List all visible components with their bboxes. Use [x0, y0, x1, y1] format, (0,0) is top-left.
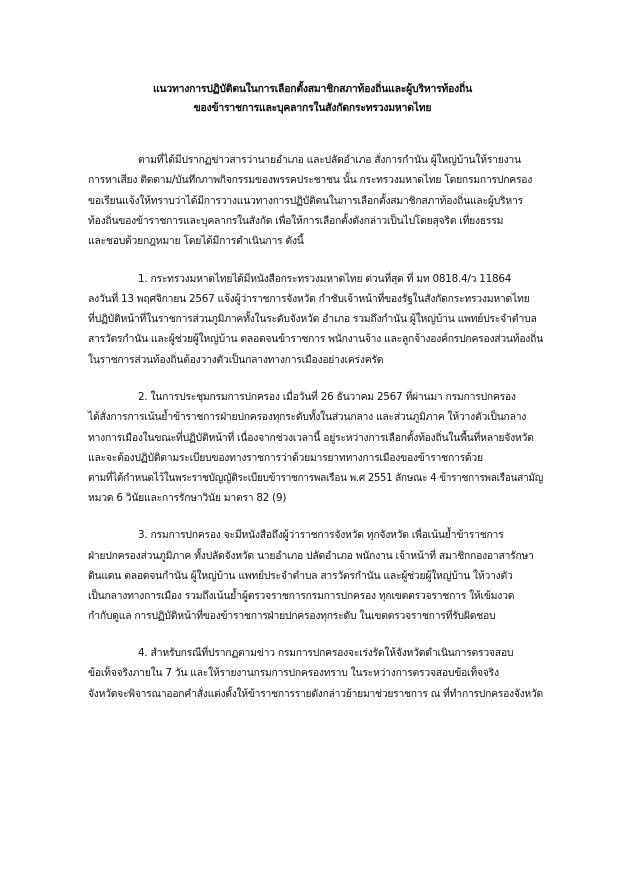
- paragraph-line: ท้องถิ่นของข้าราชการและบุคลากรในสังกัด เพื่อให้การเลือกตั้งดังกล่าวเป็นไปโดยสุจริต เที่ยงธรรม: [88, 215, 504, 227]
- paragraph-line: ในราชการส่วนท้องถิ่นต้องวางตัวเป็นกลางทางการเมืองอย่างเคร่งครัด: [88, 354, 384, 366]
- paragraph-line: และชอบด้วยกฎหมาย โดยได้มีการดำเนินการ ดังนี้: [88, 235, 304, 247]
- document-title-line-2: ของข้าราชการและบุคลากรในสังกัดกระทรวงมหาดไทย: [193, 102, 432, 114]
- paragraph-line: ทางการเมืองในขณะที่ปฏิบัติหน้าที่ เนื่องจากช่วงเวลานี้ อยู่ระหว่างการเลือกตั้งท้องถิ่นในพื้นที่หลายจังหวัด: [88, 432, 534, 444]
- paragraph-line: จังหวัดจะพิจารณาออกคำสั่งแต่งตั้งให้ข้าราชการรายดังกล่าวย้ายมาช่วยราชการ ณ ที่ทำการปกครองจังหวัด: [88, 688, 544, 700]
- paragraph-line: หมวด 6 วินัยและการรักษาวินัย มาตรา 82 (9): [88, 492, 287, 504]
- paragraph-line: และจะต้องปฏิบัติตามระเบียบของทางราชการว่าด้วยมารยาททางการเมืองของข้าราชการด้วย: [88, 452, 483, 464]
- paragraph-line: สารวัตรกำนัน และผู้ช่วยผู้ใหญ่บ้าน ตลอดจนข้าราชการ พนักงานจ้าง และลูกจ้างองค์กรปกครองส่วนท้องถิ่น: [88, 333, 543, 345]
- paragraph-line: ขอเรียนแจ้งให้ทราบว่าได้มีการวางแนวทางการปฏิบัติตนในการเลือกตั้งสมาชิกสภาท้องถิ่นและผู้บริหาร: [88, 195, 523, 207]
- paragraph-line: 1. กระทรวงมหาดไทยได้มีหนังสือกระทรวงมหาดไทย ด่วนที่สุด ที่ มท 0818.4/ว 11864: [138, 273, 512, 285]
- document-title-line-1: แนวทางการปฏิบัติตนในการเลือกตั้งสมาชิกสภาท้องถิ่นและผู้บริหารท้องถิ่น: [152, 83, 473, 95]
- paragraph-line: ที่ปฏิบัติหน้าที่ในราชการส่วนภูมิภาคทั้งในระดับจังหวัด อำเภอ รวมถึงกำนัน ผู้ใหญ่บ้าน แพทย์ประจำตำบล: [88, 313, 537, 325]
- paragraph-line: ฝ่ายปกครองส่วนภูมิภาค ทั้งปลัดจังหวัด นายอำเภอ ปลัดอำเภอ พนักงาน เจ้าหน้าที่ สมาชิกกองอาสารักษา: [88, 550, 534, 562]
- paragraph-line: ข้อเท็จจริงภายใน 7 วัน และให้รายงานกรมการปกครองทราบ ในระหว่างการตรวจสอบข้อเท็จจริง: [88, 667, 499, 679]
- paragraph-line: กำกับดูแล การปฏิบัติหน้าที่ของข้าราชการฝ่ายปกครองทุกระดับ ในเขตตรวจราชการที่รับผิดชอบ: [88, 610, 496, 622]
- paragraph-line: เป็นกลางทางการเมือง รวมถึงเน้นย้ำผู้ตรวจราชการกรมการปกครอง ทุกเขตตรวจราชการ ให้เข้มงวด: [88, 590, 515, 602]
- paragraph-line: การหาเสียง ติดตาม/บันทึกภาพกิจกรรมของพรรคประชาชน นั้น กระทรวงมหาดไทย โดยกรมการปกครอง: [88, 174, 533, 186]
- paragraph-line: ตามที่ได้มีปรากฏข่าวสารว่านายอำเภอ และปลัดอำเภอ สั่งการกำนัน ผู้ใหญ่บ้านให้รายงาน: [138, 154, 521, 166]
- paragraph-line: ลงวันที่ 13 พฤศจิกายน 2567 แจ้งผู้ว่าราชการจังหวัด กำชับเจ้าหน้าที่ของรัฐในสังกัดกระทรวงมหาดไทย: [88, 293, 530, 305]
- paragraph-line: 4. สำหรับกรณีที่ปรากฏตามข่าว กรมการปกครองจะเร่งรัดให้จังหวัดดำเนินการตรวจสอบ: [138, 647, 514, 659]
- paragraph-line: ได้สั่งการการเน้นย้ำข้าราชการฝ่ายปกครองทุกระดับทั้งในส่วนกลาง และส่วนภูมิภาค ให้วางตัวเป็นกลาง: [88, 411, 527, 423]
- paragraph-line: 2. ในการประชุมกรมการปกครอง เมื่อวันที่ 26 ธันวาคม 2567 ที่ผ่านมา กรมการปกครอง: [138, 391, 516, 403]
- paragraph-line: 3. กรมการปกครอง จะมีหนังสือถึงผู้ว่าราชการจังหวัด ทุกจังหวัด เพื่อเน้นย้ำข้าราชการ: [138, 529, 504, 541]
- paragraph-line: ตามที่ได้กำหนดไว้ในพระราชบัญญัติระเบียบข้าราชการพลเรือน พ.ศ 2551 ลักษณะ 4 ข้าราชการพลเรือนสามัญ: [88, 472, 544, 484]
- paragraph-line: ดินแดน ตลอดจนกำนัน ผู้ใหญ่บ้าน แพทย์ประจำตำบล สารวัตรกำนัน และผู้ช่วยผู้ใหญ่บ้าน ให้วางตัว: [88, 570, 513, 582]
